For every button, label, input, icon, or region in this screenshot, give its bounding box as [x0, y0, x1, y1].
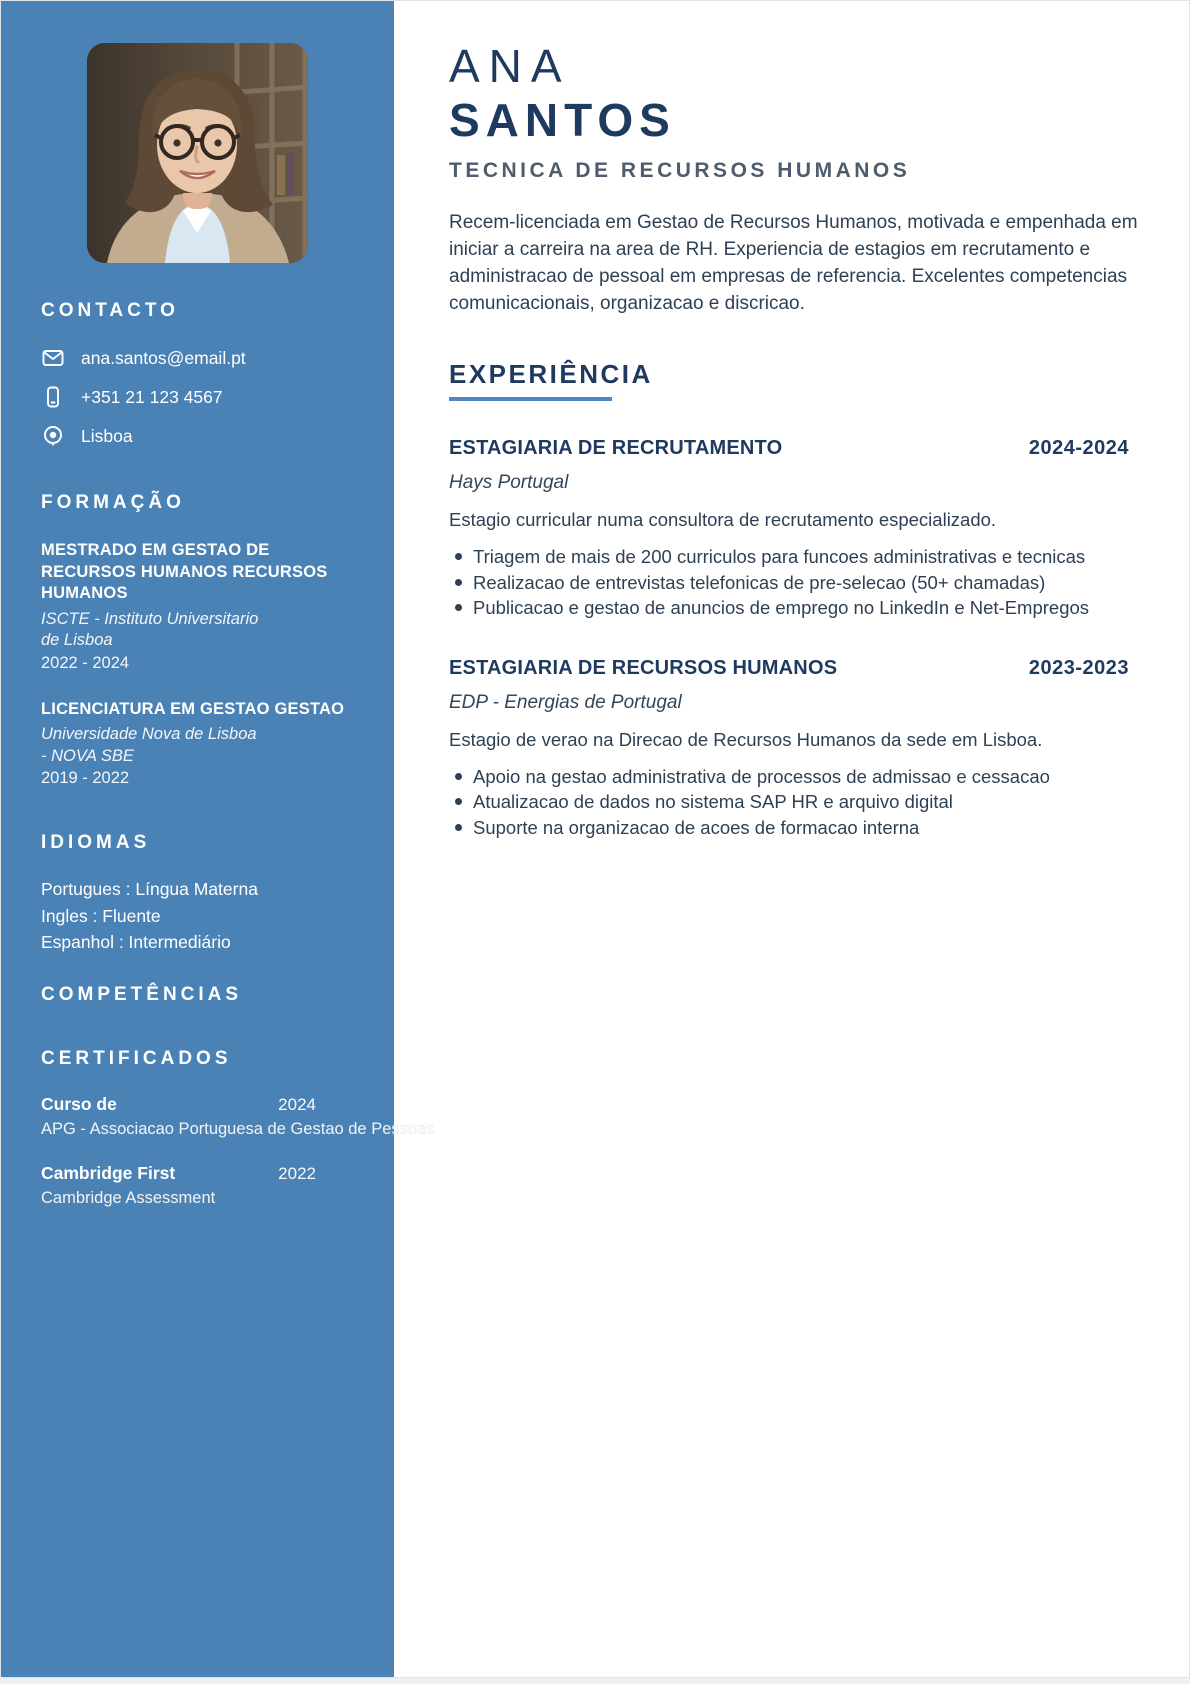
- certificate-year: 2024: [278, 1094, 316, 1114]
- profile-photo-illustration: [87, 43, 308, 263]
- summary-paragraph: Recem-licenciada em Gestao de Recursos Humanos, motivada e empenhada em iniciar a carreira na area de RH. Experiencia de estagios em recrutamento e administracao de pessoal em empresas de referencia. Excelentes competencias comunicacionais, organizacao e discricao.: [449, 212, 1138, 314]
- languages-heading: IDIOMAS: [41, 832, 151, 853]
- job-title: ESTAGIARIA DE RECRUTAMENTO: [449, 437, 783, 459]
- experience-entry: [449, 437, 1129, 621]
- sidebar: [1, 1, 435, 1677]
- job-dates: 2023-2023: [1028, 656, 1129, 679]
- job-company: EDP - Energias de Portugal: [449, 691, 682, 713]
- certificate-item: [41, 1163, 394, 1208]
- email-icon: [41, 346, 65, 370]
- contact-location: Lisboa: [81, 425, 133, 446]
- certificate-year: 2022: [278, 1163, 316, 1183]
- language-item: Espanhol : Intermediário: [41, 932, 231, 952]
- job-description: Estagio de verao na Direcao de Recursos Humanos da sede em Lisboa.: [449, 728, 1043, 750]
- job-bullet: Triagem de mais de 200 curriculos para funcoes administrativas e tecnicas: [449, 544, 1129, 570]
- certificates-heading: CERTIFICADOS: [41, 1047, 232, 1069]
- contact-list: [41, 346, 394, 448]
- education-degree: MESTRADO EM GESTAO DE RECURSOS HUMANOS RECURSOS HUMANOS: [41, 541, 328, 602]
- location-icon: [41, 424, 65, 448]
- last-name: SANTOS: [449, 94, 676, 146]
- certificate-issuer: APG - Associacao Portuguesa de Gestao de Pessoas: [41, 1119, 435, 1138]
- first-name: ANA: [449, 40, 571, 92]
- education-dates: 2022 - 2024: [41, 653, 130, 672]
- experience-entry: [449, 657, 1129, 841]
- job-bullet-list: [449, 764, 1129, 841]
- contact-email: ana.santos@email.pt: [81, 347, 246, 368]
- job-company: Hays Portugal: [449, 472, 569, 493]
- education-school: ISCTE - Instituto Universitario de Lisboa: [41, 609, 259, 649]
- page-gap: [0, 1678, 1190, 1683]
- skills-heading: COMPETÊNCIAS: [41, 983, 243, 1005]
- contact-location-row: [41, 424, 394, 448]
- language-item: Portugues : Língua Materna: [41, 879, 258, 899]
- certificate-name: Cambridge First: [41, 1162, 176, 1183]
- headline-job-title: TECNICA DE RECURSOS HUMANOS: [449, 159, 911, 182]
- job-bullet: Atualizacao de dados no sistema SAP HR e arquivo digital: [449, 789, 1129, 815]
- experience-heading-underline: [449, 397, 612, 401]
- education-degree: LICENCIATURA EM GESTAO GESTAO: [41, 699, 345, 718]
- education-list: [41, 540, 394, 788]
- education-item: [41, 540, 394, 673]
- contact-phone: +351 21 123 4567: [81, 386, 223, 407]
- experience-heading: EXPERIÊNCIA: [449, 359, 653, 389]
- education-dates: 2019 - 2022: [41, 769, 130, 787]
- education-school: Universidade Nova de Lisboa - NOVA SBE: [41, 725, 257, 765]
- main-content: [394, 1, 1189, 1677]
- job-bullet: Suporte na organizacao de acoes de formacao interna: [449, 815, 1129, 841]
- contact-email-row: [41, 346, 394, 370]
- experience-section: [449, 359, 1129, 401]
- job-title: ESTAGIARIA DE RECURSOS HUMANOS: [449, 656, 838, 679]
- contact-heading: CONTACTO: [41, 300, 179, 321]
- phone-icon: [41, 385, 65, 409]
- job-bullet: Apoio na gestao administrativa de processos de admissao e cessacao: [449, 764, 1129, 790]
- job-description: Estagio curricular numa consultora de recrutamento especializado.: [449, 509, 997, 530]
- education-item: [41, 699, 394, 789]
- certificate-issuer: Cambridge Assessment: [41, 1188, 216, 1207]
- job-dates: 2024-2024: [1028, 437, 1129, 459]
- contact-phone-row: [41, 385, 394, 409]
- language-item: Ingles : Fluente: [41, 905, 161, 926]
- job-bullet: Publicacao e gestao de anuncios de emprego no LinkedIn e Net-Empregos: [449, 595, 1129, 621]
- job-bullet-list: [449, 544, 1129, 621]
- person-name: [449, 39, 1129, 147]
- certificate-item: [41, 1093, 435, 1139]
- certificates-list: [41, 1093, 435, 1208]
- profile-photo: [87, 43, 308, 263]
- education-heading: FORMAÇÃO: [41, 492, 185, 513]
- languages-list: [41, 876, 394, 956]
- certificate-name: Curso de: [41, 1093, 117, 1114]
- job-bullet: Realizacao de entrevistas telefonicas de pre-selecao (50+ chamadas): [449, 570, 1129, 596]
